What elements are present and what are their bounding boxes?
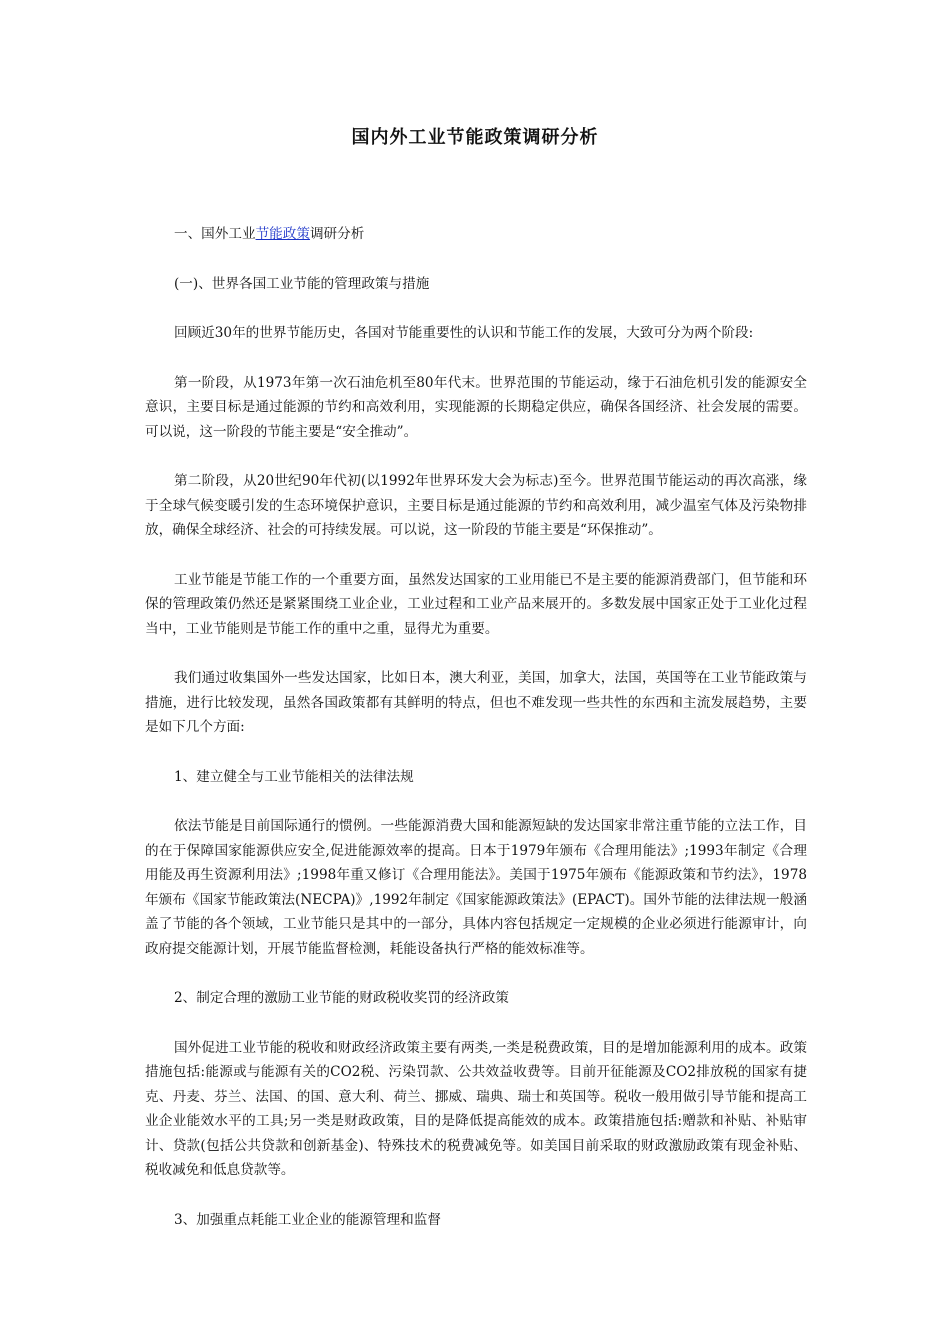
section-heading-prefix: 一、国外工业 [174,226,256,242]
subheading: (一)、世界各国工业节能的管理政策与措施 [174,275,430,292]
paragraph-intro: 回顾近30年的世界节能历史，各国对节能重要性的认识和节能工作的发展，大致可分为两个阶段: [174,325,754,341]
paragraph-legislation: 依法节能是目前国际通行的惯例。一些能源消费大国和能源短缺的发达国家非常注重节能的立法工作，目的在于保障国家能源供应安全,促进能源效率的提高。日本于1979年颁布《合理用能法》;1993年制定《合理用能及再生资源利用法》;1998年重又修订《合理用能法》。美国于1975年颁布《能源政策和节约法》，1978年颁布《国家节能政策法(NECPA)》,1992年制定《国家能源政策法》(EPACT)。国外节能的法律法规一般涵盖了节能的各个领域，工业节能只是其中的一部分，具体内容包括规定一定规模的企业必须进行能源审计，向政府提交能源计划，开展节能监督检测，耗能设备执行严格的能效标准等。 [145,818,807,957]
paragraph-comparison: 我们通过收集国外一些发达国家，比如日本，澳大利亚，美国，加拿大，法国，英国等在工业节能政策与措施，进行比较发现，虽然各国政策都有其鲜明的特点，但也不难发现一些共性的东西和主流发展趋势，主要是如下几个方面: [145,670,807,735]
energy-policy-link[interactable]: 节能政策 [255,226,310,242]
paragraph-stage-one: 第一阶段，从1973年第一次石油危机至80年代末。世界范围的节能运动，缘于石油危机引发的能源安全意识，主要目标是通过能源的节约和高效利用，实现能源的长期稳定供应，确保各国经济、社会发展的需要。可以说，这一阶段的节能主要是“安全推动”。 [145,374,807,440]
document-body [145,222,807,1257]
document-title: 国内外工业节能政策调研分析 [351,127,599,148]
paragraph-industrial-energy: 工业节能是节能工作的一个重要方面，虽然发达国家的工业用能已不是主要的能源消费部门，但节能和环保的管理政策仍然还是紧紧围绕工业企业，工业过程和工业产品来展开的。多数发展中国家正处于工业化过程当中，工业节能则是节能工作的重中之重，显得尤为重要。 [145,571,807,637]
paragraph-stage-two: 第二阶段，从20世纪90年代初(以1992年世界环发大会为标志)至今。世界范围节能运动的再次高涨，缘于全球气候变暖引发的生态环境保护意识，主要目标是通过能源的节约和高效利用，减少温室气体及污染物排放，确保全球经济、社会的可持续发展。可以说，这一阶段的节能主要是“环保推动”。 [145,473,807,538]
point-one-heading: 1、建立健全与工业节能相关的法律法规 [174,768,414,785]
paragraph-economic-policy: 国外促进工业节能的税收和财政经济政策主要有两类,一类是税费政策，目的是增加能源利用的成本。政策措施包括:能源或与能源有关的CO2税、污染罚款、公共效益收费等。目前开征能源及CO2排放税的国家有捷克、丹麦、芬兰、法国、的国、意大利、荷兰、挪威、瑞典、瑞士和英国等。税收一般用做引导节能和提高工业企业能效水平的工具;另一类是财政政策，目的是降低提高能效的成本。政策措施包括:赠款和补贴、补贴审计、贷款(包括公共贷款和创新基金)、特殊技术的税费减免等。如美国目前采取的财政激励政策有现金补贴、税收减免和低息贷款等。 [145,1039,807,1178]
point-three-heading: 3、加强重点耗能工业企业的能源管理和监督 [174,1211,441,1228]
section-heading-suffix: 调研分析 [309,226,365,242]
point-two-heading: 2、制定合理的激励工业节能的财政税收奖罚的经济政策 [174,990,509,1006]
section-heading [145,222,807,247]
